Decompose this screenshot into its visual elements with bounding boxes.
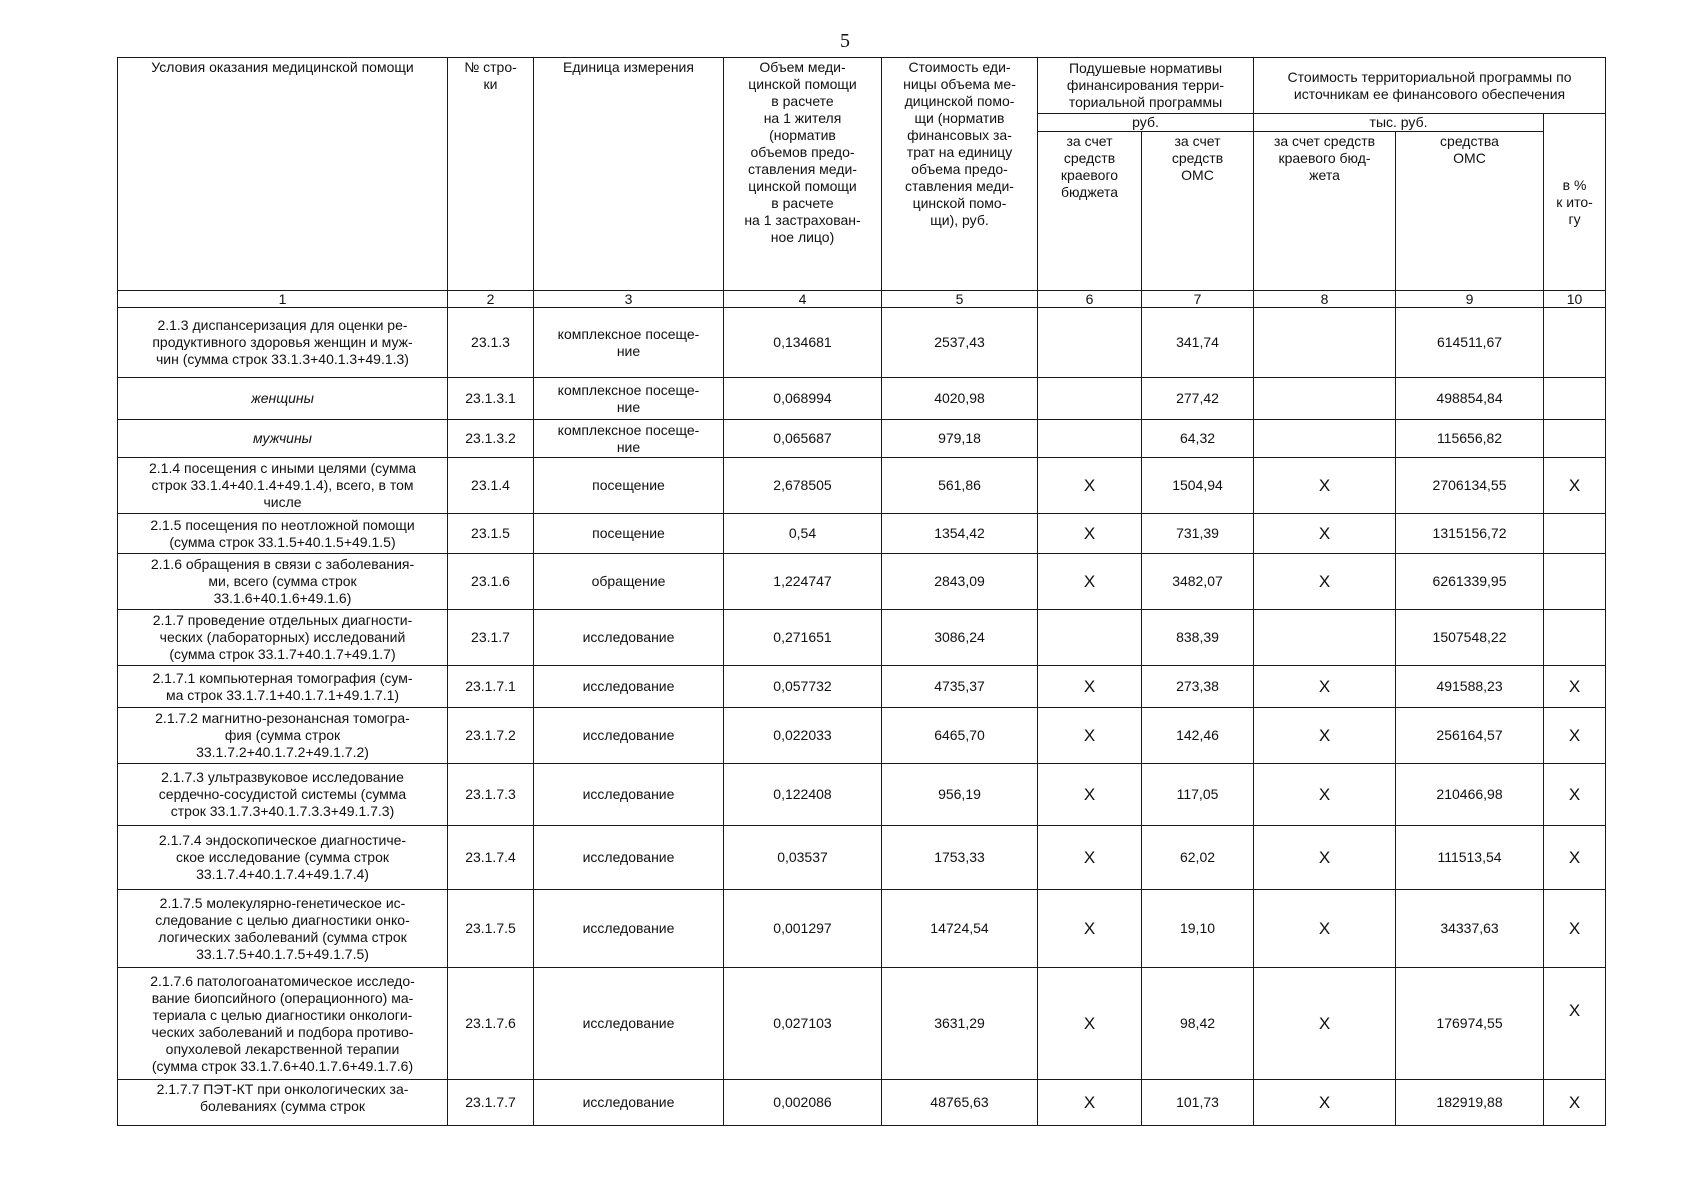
row-unit: исследование — [534, 610, 724, 666]
row-conditions: 2.1.7 проведение отдельных диагности- ческих (лабораторных) исследований (сумма строк 33.1.7+40.1.7+49.1.7) — [118, 610, 448, 666]
row-regional-budget-rub: X — [1038, 708, 1142, 764]
table-row — [118, 666, 1606, 708]
row-regional-budget-thousand: X — [1254, 890, 1396, 968]
table-row — [118, 514, 1606, 554]
row-volume: 0,271651 — [724, 610, 882, 666]
row-regional-budget-rub — [1038, 378, 1142, 420]
row-regional-budget-thousand: X — [1254, 666, 1396, 708]
column-number: 10 — [1544, 291, 1606, 308]
row-oms-rub: 1504,94 — [1142, 458, 1254, 514]
row-oms-rub: 64,32 — [1142, 420, 1254, 458]
row-number: 23.1.7.2 — [448, 708, 534, 764]
row-regional-budget-thousand — [1254, 378, 1396, 420]
column-number: 4 — [724, 291, 882, 308]
table-header — [118, 58, 1606, 308]
row-oms-thousand: 1507548,22 — [1396, 610, 1544, 666]
row-regional-budget-rub: X — [1038, 826, 1142, 890]
column-number: 1 — [118, 291, 448, 308]
header-conditions: Условия оказания медицинской помощи — [118, 58, 448, 291]
row-oms-rub: 117,05 — [1142, 764, 1254, 826]
row-conditions: 2.1.7.3 ультразвуковое исследование сердечно-сосудистой системы (сумма строк 33.1.7.3+40.1.7.3.3+49.1.7.3) — [118, 764, 448, 826]
row-percent-of-total — [1544, 378, 1606, 420]
row-unit-cost: 561,86 — [882, 458, 1038, 514]
row-regional-budget-thousand — [1254, 420, 1396, 458]
row-percent-of-total — [1544, 420, 1606, 458]
row-conditions: 2.1.5 посещения по неотложной помощи (сумма строк 33.1.5+40.1.5+49.1.5) — [118, 514, 448, 554]
row-unit-cost: 3631,29 — [882, 968, 1038, 1080]
row-number: 23.1.7.3 — [448, 764, 534, 826]
column-number: 2 — [448, 291, 534, 308]
row-percent-of-total — [1544, 308, 1606, 378]
row-oms-rub: 3482,07 — [1142, 554, 1254, 610]
header-oms-rub: за счет средств ОМС — [1142, 132, 1254, 291]
row-unit: комплексное посеще- ние — [534, 308, 724, 378]
row-oms-rub: 731,39 — [1142, 514, 1254, 554]
row-unit: исследование — [534, 890, 724, 968]
column-number: 6 — [1038, 291, 1142, 308]
row-unit: исследование — [534, 1080, 724, 1126]
row-regional-budget-thousand: X — [1254, 708, 1396, 764]
table-row — [118, 764, 1606, 826]
row-regional-budget-rub: X — [1038, 666, 1142, 708]
row-volume: 0,122408 — [724, 764, 882, 826]
table-row — [118, 420, 1606, 458]
row-regional-budget-rub: X — [1038, 890, 1142, 968]
row-unit: исследование — [534, 826, 724, 890]
row-number: 23.1.7.7 — [448, 1080, 534, 1126]
row-percent-of-total: X — [1544, 968, 1606, 1080]
row-unit: исследование — [534, 666, 724, 708]
row-unit: исследование — [534, 764, 724, 826]
row-number: 23.1.7.6 — [448, 968, 534, 1080]
row-volume: 0,065687 — [724, 420, 882, 458]
row-conditions: 2.1.7.5 молекулярно-генетическое ис- следование с целью диагностики онко- логических заболеваний (сумма строк 33.1.7.5+40.1.7.5+49.1.7.5) — [118, 890, 448, 968]
table-row — [118, 610, 1606, 666]
row-percent-of-total — [1544, 514, 1606, 554]
row-oms-thousand: 176974,55 — [1396, 968, 1544, 1080]
header-regional-budget-rub: за счет средств краевого бюджета — [1038, 132, 1142, 291]
row-number: 23.1.5 — [448, 514, 534, 554]
row-volume: 0,022033 — [724, 708, 882, 764]
row-unit-cost: 3086,24 — [882, 610, 1038, 666]
row-regional-budget-thousand: X — [1254, 554, 1396, 610]
row-volume: 0,134681 — [724, 308, 882, 378]
page-number: 5 — [840, 30, 850, 52]
table-row — [118, 890, 1606, 968]
row-number: 23.1.3 — [448, 308, 534, 378]
row-oms-thousand: 498854,84 — [1396, 378, 1544, 420]
row-oms-thousand: 6261339,95 — [1396, 554, 1544, 610]
header-percent-of-total: в % к ито- гу — [1544, 114, 1606, 291]
row-regional-budget-rub — [1038, 308, 1142, 378]
row-regional-budget-thousand: X — [1254, 514, 1396, 554]
row-regional-budget-thousand: X — [1254, 458, 1396, 514]
row-unit-cost: 6465,70 — [882, 708, 1038, 764]
row-number: 23.1.3.2 — [448, 420, 534, 458]
row-conditions: мужчины — [118, 420, 448, 458]
row-percent-of-total: X — [1544, 764, 1606, 826]
row-oms-thousand: 111513,54 — [1396, 826, 1544, 890]
column-number: 8 — [1254, 291, 1396, 308]
row-unit: посещение — [534, 458, 724, 514]
header-unit: Единица измерения — [534, 58, 724, 291]
row-oms-thousand: 2706134,55 — [1396, 458, 1544, 514]
header-unit-cost: Стоимость еди- ницы объема ме- дицинской помо- щи (норматив финансовых за- трат на единицу объема предо- ставления меди- цинской помо- щи), руб. — [882, 58, 1038, 291]
row-volume: 0,057732 — [724, 666, 882, 708]
row-number: 23.1.7.5 — [448, 890, 534, 968]
row-volume: 2,678505 — [724, 458, 882, 514]
row-percent-of-total: X — [1544, 708, 1606, 764]
row-oms-thousand: 491588,23 — [1396, 666, 1544, 708]
row-number: 23.1.6 — [448, 554, 534, 610]
row-unit-cost: 1753,33 — [882, 826, 1038, 890]
row-volume: 0,54 — [724, 514, 882, 554]
row-unit: обращение — [534, 554, 724, 610]
row-unit: исследование — [534, 968, 724, 1080]
row-oms-thousand: 256164,57 — [1396, 708, 1544, 764]
header-per-capita-group: Подушевые нормативы финансирования терри- ториальной программы — [1038, 58, 1254, 114]
header-unit-thousand-rub: тыс. руб. — [1254, 114, 1544, 132]
row-oms-rub: 62,02 — [1142, 826, 1254, 890]
row-conditions: 2.1.7.4 эндоскопическое диагностиче- ское исследование (сумма строк 33.1.7.4+40.1.7.4+49.1.7.4) — [118, 826, 448, 890]
row-unit: комплексное посеще- ние — [534, 420, 724, 458]
row-regional-budget-rub: X — [1038, 554, 1142, 610]
row-percent-of-total: X — [1544, 826, 1606, 890]
row-regional-budget-rub: X — [1038, 764, 1142, 826]
row-conditions: 2.1.6 обращения в связи с заболевания- ми, всего (сумма строк 33.1.6+40.1.6+49.1.6) — [118, 554, 448, 610]
row-percent-of-total: X — [1544, 666, 1606, 708]
row-unit-cost: 4735,37 — [882, 666, 1038, 708]
row-regional-budget-thousand — [1254, 308, 1396, 378]
row-unit: комплексное посеще- ние — [534, 378, 724, 420]
table-row — [118, 1080, 1606, 1126]
row-regional-budget-thousand: X — [1254, 764, 1396, 826]
row-oms-thousand: 614511,67 — [1396, 308, 1544, 378]
row-volume: 0,027103 — [724, 968, 882, 1080]
row-regional-budget-thousand: X — [1254, 1080, 1396, 1126]
table-row — [118, 826, 1606, 890]
row-regional-budget-rub: X — [1038, 458, 1142, 514]
row-percent-of-total — [1544, 554, 1606, 610]
row-conditions: 2.1.7.2 магнитно-резонансная томогра- фия (сумма строк 33.1.7.2+40.1.7.2+49.1.7.2) — [118, 708, 448, 764]
row-oms-thousand: 210466,98 — [1396, 764, 1544, 826]
row-unit-cost: 1354,42 — [882, 514, 1038, 554]
row-conditions: 2.1.7.6 патологоанатомическое исследо- вание биопсийного (операционного) ма- териала с целью диагностики онкологи- ческих заболеваний и подбора противо- опухолевой лекарственной терапии (сумма строк 33.1.7.6+40.1.7.6+49.1.7.6) — [118, 968, 448, 1080]
row-percent-of-total: X — [1544, 890, 1606, 968]
table-row — [118, 378, 1606, 420]
row-oms-rub: 19,10 — [1142, 890, 1254, 968]
row-conditions: 2.1.4 посещения с иными целями (сумма строк 33.1.4+40.1.4+49.1.4), всего, в том числе — [118, 458, 448, 514]
row-unit: исследование — [534, 708, 724, 764]
header-unit-rub: руб. — [1038, 114, 1254, 132]
row-regional-budget-rub — [1038, 420, 1142, 458]
row-volume: 1,224747 — [724, 554, 882, 610]
row-unit-cost: 2843,09 — [882, 554, 1038, 610]
column-number: 3 — [534, 291, 724, 308]
row-regional-budget-thousand — [1254, 610, 1396, 666]
row-oms-rub: 838,39 — [1142, 610, 1254, 666]
row-percent-of-total: X — [1544, 458, 1606, 514]
row-unit: посещение — [534, 514, 724, 554]
row-volume: 0,002086 — [724, 1080, 882, 1126]
row-unit-cost: 14724,54 — [882, 890, 1038, 968]
table-row — [118, 708, 1606, 764]
row-regional-budget-rub: X — [1038, 968, 1142, 1080]
row-unit-cost: 48765,63 — [882, 1080, 1038, 1126]
row-unit-cost: 4020,98 — [882, 378, 1038, 420]
column-numbers-row — [118, 291, 1606, 308]
row-volume: 0,03537 — [724, 826, 882, 890]
row-unit-cost: 2537,43 — [882, 308, 1038, 378]
row-oms-rub: 273,38 — [1142, 666, 1254, 708]
row-percent-of-total — [1544, 610, 1606, 666]
row-percent-of-total: X — [1544, 1080, 1606, 1126]
row-conditions: 2.1.3 диспансеризация для оценки ре- продуктивного здоровья женщин и муж- чин (сумма строк 33.1.3+40.1.3+49.1.3) — [118, 308, 448, 378]
row-regional-budget-rub: X — [1038, 1080, 1142, 1126]
column-number: 9 — [1396, 291, 1544, 308]
header-volume: Объем меди- цинской помощи в расчете на 1 жителя (норматив объемов предо- ставления меди- цинской помощи в расчете на 1 застрахован- ное лицо) — [724, 58, 882, 291]
row-conditions: 2.1.7.7 ПЭТ-КТ при онкологических за- болеваниях (сумма строк — [118, 1080, 448, 1126]
row-number: 23.1.7 — [448, 610, 534, 666]
table-body — [118, 308, 1606, 1126]
column-number: 7 — [1142, 291, 1254, 308]
column-number: 5 — [882, 291, 1038, 308]
row-conditions: женщины — [118, 378, 448, 420]
row-oms-rub: 277,42 — [1142, 378, 1254, 420]
row-regional-budget-thousand: X — [1254, 968, 1396, 1080]
row-oms-rub: 142,46 — [1142, 708, 1254, 764]
header-regional-budget-thousand: за счет средств краевого бюд- жета — [1254, 132, 1396, 291]
row-unit-cost: 956,19 — [882, 764, 1038, 826]
row-regional-budget-rub — [1038, 610, 1142, 666]
row-regional-budget-thousand: X — [1254, 826, 1396, 890]
row-number: 23.1.7.1 — [448, 666, 534, 708]
header-oms-thousand: средства ОМС — [1396, 132, 1544, 291]
row-volume: 0,068994 — [724, 378, 882, 420]
table-row — [118, 968, 1606, 1080]
table-row — [118, 308, 1606, 378]
row-conditions: 2.1.7.1 компьютерная томография (сум- ма строк 33.1.7.1+40.1.7.1+49.1.7.1) — [118, 666, 448, 708]
table-row — [118, 458, 1606, 514]
row-unit-cost: 979,18 — [882, 420, 1038, 458]
financing-table — [117, 57, 1606, 1126]
row-number: 23.1.7.4 — [448, 826, 534, 890]
row-oms-rub: 101,73 — [1142, 1080, 1254, 1126]
row-number: 23.1.4 — [448, 458, 534, 514]
row-oms-thousand: 115656,82 — [1396, 420, 1544, 458]
row-oms-rub: 341,74 — [1142, 308, 1254, 378]
header-row-number: № стро- ки — [448, 58, 534, 291]
row-number: 23.1.3.1 — [448, 378, 534, 420]
table-row — [118, 554, 1606, 610]
header-program-cost-group: Стоимость территориальной программы по источникам ее финансового обеспечения — [1254, 58, 1606, 114]
row-oms-rub: 98,42 — [1142, 968, 1254, 1080]
row-regional-budget-rub: X — [1038, 514, 1142, 554]
row-oms-thousand: 182919,88 — [1396, 1080, 1544, 1126]
row-oms-thousand: 1315156,72 — [1396, 514, 1544, 554]
row-oms-thousand: 34337,63 — [1396, 890, 1544, 968]
row-volume: 0,001297 — [724, 890, 882, 968]
